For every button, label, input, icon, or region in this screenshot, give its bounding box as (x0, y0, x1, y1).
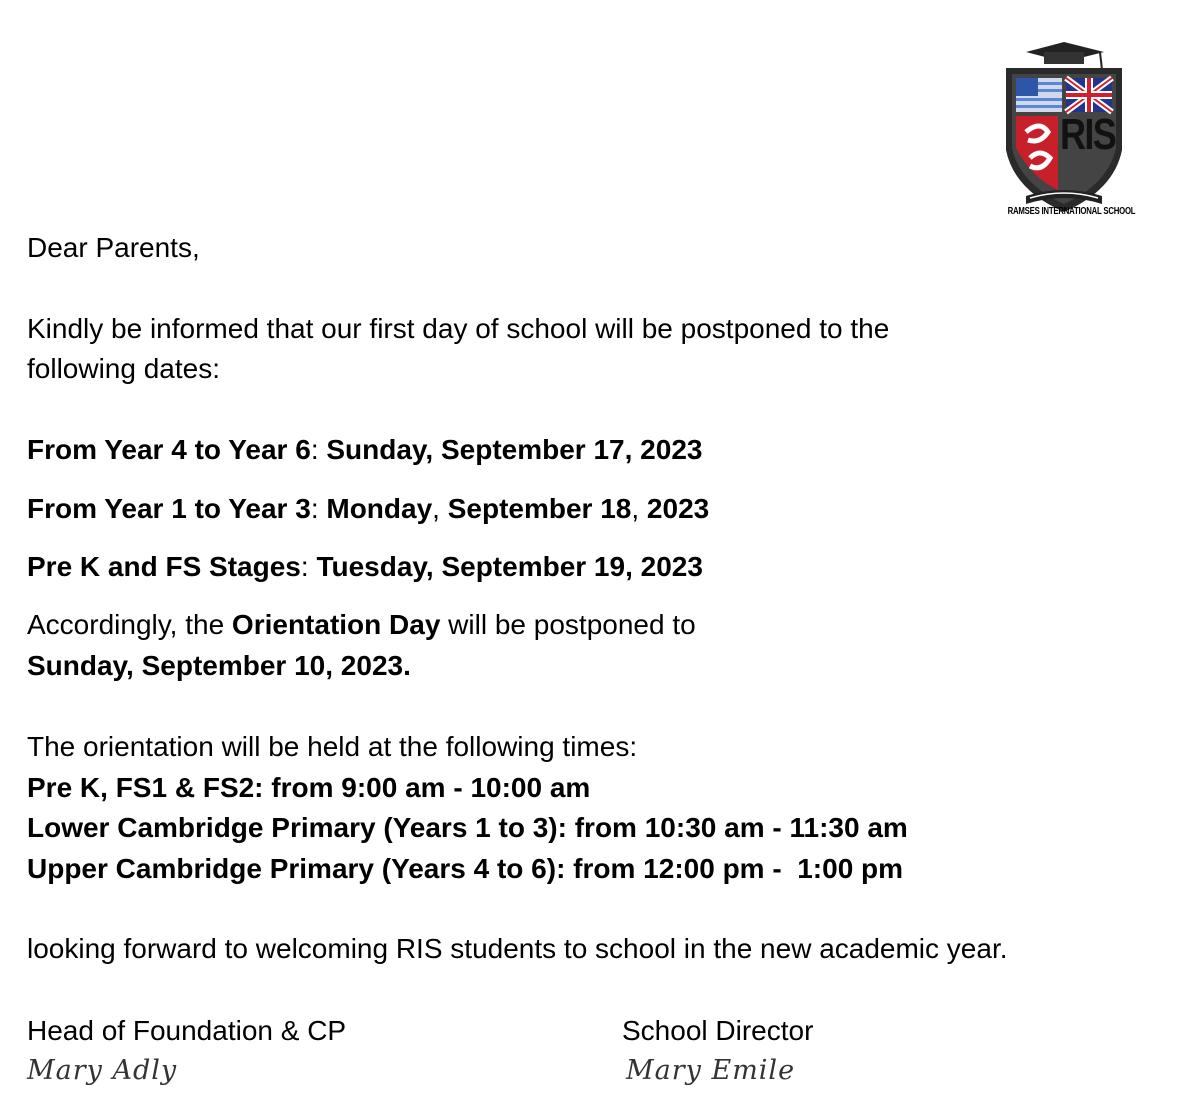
logo-wordmark: RIS (1060, 110, 1116, 159)
date-group: Pre K and FS Stages (27, 551, 301, 582)
date-separator: : (310, 434, 327, 465)
closing-line: looking forward to welcoming RIS students to school in the new academic year. (27, 933, 1008, 964)
date-value: Sunday, September 17, 2023 (326, 434, 703, 465)
orientation-line (27, 605, 696, 645)
date-value: Tuesday, September 19, 2023 (316, 551, 703, 582)
time-line-upper-cambridge: Upper Cambridge Primary (Years 4 to 6): from 12:00 pm - 1:00 pm (27, 853, 904, 884)
time-line-prek-fs: Pre K, FS1 & FS2: from 9:00 am - 10:00 am (27, 772, 591, 803)
orientation-date: Sunday, September 10, 2023. (27, 650, 411, 681)
date-line-years-1-3 (27, 489, 709, 529)
orientation-day-label: Orientation Day (231, 609, 441, 640)
greeting: Dear Parents, (27, 232, 200, 263)
times-intro: The orientation will be held at the following times: (27, 731, 638, 762)
intro-line-1: Kindly be informed that our first day of school will be postponed to the (27, 313, 890, 344)
date-separator: : (310, 493, 327, 524)
date-group: From Year 1 to Year 3 (27, 493, 311, 524)
logo-caption: RAMSES INTERNATIONAL SCHOOL (1007, 206, 1136, 217)
date-line-prek-fs (27, 547, 703, 587)
signature-mary-adly: Mary Adly (27, 1055, 178, 1086)
orientation-pre: Accordingly, the (27, 609, 232, 640)
date-line-years-4-6 (27, 430, 702, 470)
orientation-post: will be postponed to (440, 609, 696, 640)
time-line-lower-cambridge: Lower Cambridge Primary (Years 1 to 3): from 10:30 am - 11:30 am (27, 812, 908, 843)
signature-mary-emile: Mary Emile (626, 1055, 796, 1086)
date-group: From Year 4 to Year 6 (27, 434, 311, 465)
signatory-title-foundation: Head of Foundation & CP (27, 1015, 347, 1046)
date-comma: , (631, 493, 647, 524)
intro-line-2: following dates: (27, 353, 221, 384)
date-separator: : (300, 551, 317, 582)
date-year: 2023 (646, 493, 710, 524)
signatory-title-director: School Director (622, 1015, 814, 1046)
date-comma: , (432, 493, 448, 524)
date-month-day: September 18 (447, 493, 632, 524)
date-day: Monday (326, 493, 433, 524)
